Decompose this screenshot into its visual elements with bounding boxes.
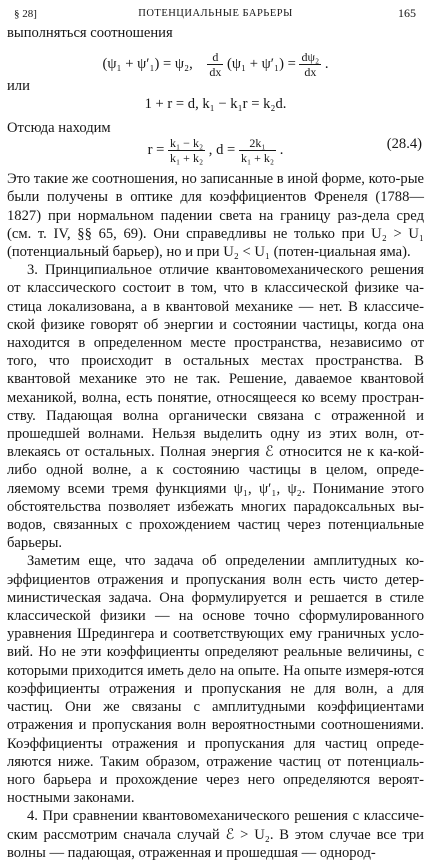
equation-3 bbox=[7, 136, 424, 170]
eq1-frac-c bbox=[299, 50, 321, 79]
eq1-frac-b-den: dx bbox=[209, 65, 222, 80]
from-here-label: Отсюда находим bbox=[7, 120, 111, 137]
paragraph-3: Заметим еще, что задача об определении амплитудных ко-эффициентов отражения и пропускания волн есть чисто детер-министическая задача. Она формулируется и решается в стиле классической физики — на основе точно сформулированного уравнения Шредингера и соответствующих ему граничных усло-вий. Но не эти коэффициенты определяют реальные величины, с которыми приходится иметь дело на опыте. На опыте измеря-ются коэффициенты отражения и пропускания не для волн, а для частиц. Они же связаны с амплитудными коэффициентами отражения и пропускания волн вероятностными соотношениями. Коэффициенты отражения и пропускания для частиц опреде-ляются ниже. Таким образом, отражение частиц от потенциаль-ного барьера и прохождение через него определяются вероят-ностными законами. bbox=[7, 553, 424, 807]
equation-2 bbox=[7, 94, 424, 120]
running-title: ПОТЕНЦИАЛЬНЫЕ БАРЬЕРЫ bbox=[138, 8, 293, 19]
eq3-d-num: 2k₁ bbox=[239, 136, 276, 151]
page-number: 165 bbox=[398, 6, 416, 20]
eq3-r: r = bbox=[147, 142, 165, 159]
eq1-frac-b-num: d bbox=[207, 50, 223, 65]
eq1-frac-b bbox=[207, 50, 223, 79]
eq1-frac-c-num: dψ₂ bbox=[301, 50, 320, 65]
intro-line: выполняться соотношения bbox=[7, 25, 173, 41]
running-header bbox=[7, 0, 424, 24]
eq3-r-num: k₁ − k₂ bbox=[170, 136, 204, 151]
paragraph-4: 4. При сравнении квантовомеханического решения с классиче-ским рассмотрим сначала случай ℰ > U₂. В этом случае все три волны — падающая, отраженная и прошедшая — однород- bbox=[7, 808, 424, 861]
eq1-end: . bbox=[324, 56, 329, 73]
eq1-frac-c-den: dx bbox=[304, 65, 317, 80]
eq3-frac-d bbox=[239, 136, 276, 165]
eq1-part-a: (ψ₁ + ψ′₁) = ψ₂, bbox=[102, 56, 193, 73]
eq3-frac-r bbox=[168, 136, 205, 165]
paragraph-1: Это такие же соотношения, но записанные в иной форме, кото-рые были получены в оптике для коэффициентов Френеля (1788—1827) при нормальном падении света на границу раз-дела сред (см. т. IV, §§ 65, 69). Они справедливы не только при U₂ > U₁ (потенциальный барьер), но и при U₂ < U₁ (потен-циальная яма). bbox=[7, 171, 424, 261]
eq3-d-den: k₁ + k₂ bbox=[240, 151, 275, 166]
paragraph-2: 3. Принципиальное отличие квантовомеханического решения от классического состоит в том, что в классической физике ча-стица локализована, а в квантовой механике — нет. В классиче-ской физике говорят об энергии и состоянии частицы, когда она находится в определенном месте пространства, независимо от того, что происходит в остальных местах пространства. В квантовой механике это не так. Решение, даваемое квантовой механикой, волна, есть понятие, относящееся ко всему простран-ству. Падающая волна органически связана с отраженной и прошедшей волнами. Нельзя выделить одну из этих волн, от-влекаясь от остальных. Полная энергия ℰ относится не к ка-кой-либо одной волне, а к состоянию частицы в целом, опреде-ляемому всеми тремя функциями ψ₁, ψ′₁, ψ₂. Понимание этого обстоятельства позволяет избежать многих парадоксальных вы-водов, связанных с прохождением частиц через потенциальные барьеры. bbox=[7, 262, 424, 552]
eq3-r-den: k₁ + k₂ bbox=[170, 151, 204, 166]
eq3-end: . bbox=[279, 142, 284, 159]
eq1-part-b: (ψ₁ + ψ′₁) = bbox=[227, 56, 296, 73]
equation-1 bbox=[7, 42, 424, 78]
or-label: или bbox=[7, 78, 30, 95]
eq3-d: , d = bbox=[208, 142, 236, 159]
eq2-body: 1 + r = d, k₁ − k₁r = k₂d. bbox=[144, 96, 287, 113]
equation-number: (28.4) bbox=[386, 136, 422, 153]
section-number: § 28] bbox=[14, 8, 37, 20]
